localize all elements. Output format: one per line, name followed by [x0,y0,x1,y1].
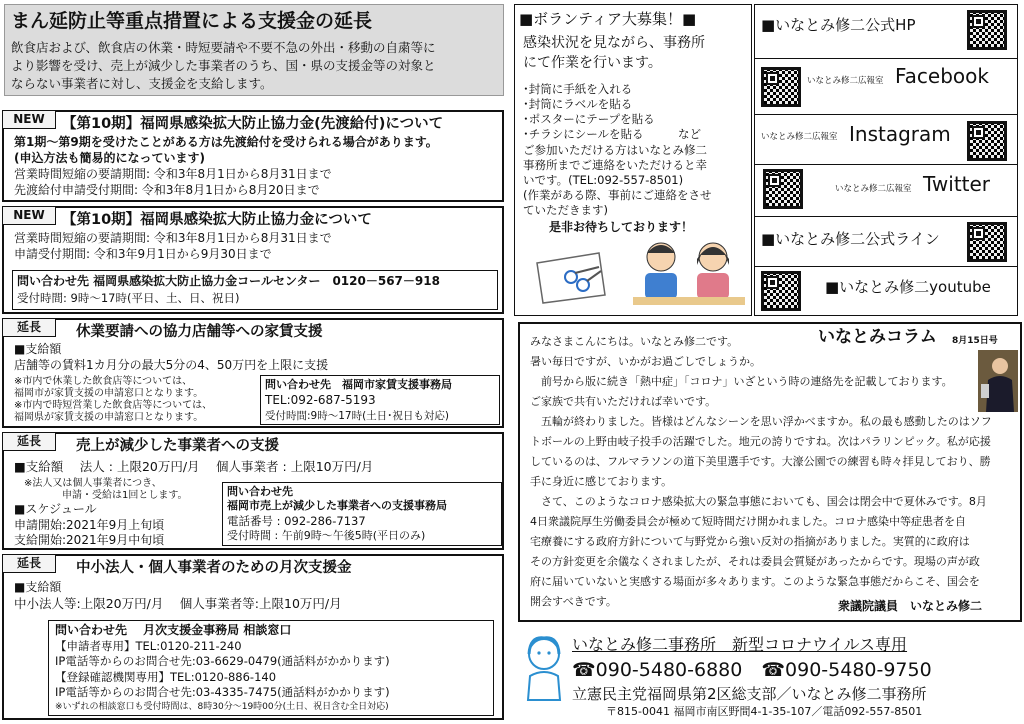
contact-box [48,620,494,716]
qr-code-icon [761,67,801,107]
section-line: 支給開始:2021年9月中旬頃 [14,533,165,547]
header-title: まん延防止等重点措置による支援金の延長 [11,10,373,32]
office-address: 〒815-0041 福岡市南区野間4-1-35-107／電話092-557-8501 [606,705,923,718]
column-signature: 衆議院議員 いなとみ修二 [838,599,983,613]
column-paragraph: 府に届いていないと実感する場面が多々あります。このような緊急事態だからこそ、国会を [530,575,980,588]
scissors-illustration [529,243,613,309]
sns-panel [754,4,1018,316]
volunteers-illustration [633,235,745,311]
column-paragraph: 宅療養にする政府方針について与野党から強い反対の指摘がありました。実質的に政府は [530,535,970,548]
section-line: 営業時間短縮の要請期間: 令和3年8月1日から8月31日まで [14,231,332,245]
section-title: 中小法人・個人事業者のための月次支援金 [76,560,352,576]
qr-code-icon [967,121,1007,161]
section-line: ■スケジュール [14,502,97,516]
contact-box [12,270,498,310]
qr-code-icon [967,222,1007,262]
contact-line: 問い合わせ先 福岡県感染拡大防止協力金コールセンター 0120－567－918 [17,274,440,288]
column-paragraph: ご家族で共有いただければ幸いです。 [530,395,717,408]
sns-row-instagram[interactable] [755,115,1017,165]
section-monthly-support [2,554,504,720]
column-paragraph: 五輪が終わりました。皆様はどんなシーンを思い浮かべますか。私の最も感動したのはソフ [530,415,992,428]
section-line: 中小法人等:上限20万円/月 個人事業者等:上限10万円/月 [14,596,342,611]
contact-line: 受付時間 : 午前9時～午後5時(平日のみ) [227,529,426,542]
contact-line: 福岡市売上が減少した事業者への支援事務局 [227,499,447,512]
volunteer-body: ご参加いただける方はいなとみ修二 [523,143,707,157]
section-cooperation-fund [2,206,504,314]
column-paragraph: その方針変更を余儀なくされましたが、それは委員会質疑があったからです。現場の声が政 [530,555,980,568]
note-line: 福岡市が家賃支援の申請窓口となります。 [14,388,204,399]
header-line-2: より影響を受け、売上が減少した事業者のうち、国・県の支援金等の対象と [11,58,436,73]
sns-row-youtube[interactable] [755,267,1017,315]
office-phones: ☎090-5480-6880 ☎090-5480-9750 [572,659,932,681]
section-title: 【第10期】福岡県感染拡大防止協力金(先渡給付)について [62,116,444,132]
section-line: 申請開始:2021年9月上旬頃 [14,518,165,532]
column-paragraph: 手に身近に感じております。 [530,475,673,488]
header-line-3: ならない事業者に対し、支援金を支給します。 [11,76,273,91]
volunteer-item: ･チラシにシールを貼る など [523,127,702,141]
sns-label: Twitter [923,172,991,196]
volunteer-title: ■ボランティア大募集！■ [519,10,697,28]
column-paragraph: 前号から版に続き「熱中症」「コロナ」いざという時の連絡先を記載しております。 [530,375,953,388]
sns-row-hp[interactable] [755,5,1017,59]
note-line: ※市内で時短営業した飲食店等については、 [14,400,213,411]
note-line: 福岡県が家賃支援の申請窓口となります。 [14,412,204,423]
contact-line: 【登録確認機関専用】TEL:0120-886-140 [55,670,277,684]
section-title: 休業要請への協力店舗等への家賃支援 [76,324,323,340]
contact-line: 問い合わせ先 福岡市家賃支援事務局 [265,378,452,391]
extension-badge: 延長 [2,318,56,337]
author-photo [978,350,1018,412]
section-rent-support [2,318,504,428]
contact-line: ※いずれの相談窓口も受付時間は、8時30分～19時00分(土日、祝日含む全日対応) [55,702,389,712]
office-org: 立憲民主党福岡県第2区総支部／いなとみ修二事務所 [572,685,927,703]
sns-label: Facebook [895,64,989,88]
section-sales-decline [2,432,504,550]
sns-row-twitter[interactable] [755,165,1017,217]
column-paragraph: 開会すべきです。 [530,595,617,608]
sns-label: ■いなとみ修二公式ライン [761,230,940,248]
sns-row-line[interactable] [755,217,1017,267]
contact-line: 問い合わせ先 月次支援金事務局 相談窓口 [55,623,292,637]
sns-label: ■いなとみ修二youtube [825,278,991,296]
column-paragraph: 4日衆議院厚生労働委員会が極めて短時間だけ開かれました。コロナ感染中等症患者を自 [530,515,966,528]
contact-line: IP電話等からのお問合せ先:03-6629-0479(通話料がかかります) [55,654,390,668]
contact-line: 問い合わせ先 [227,485,293,498]
qr-code-icon [967,10,1007,50]
contact-line: TEL:092-687-5193 [265,393,376,407]
header-line-1: 飲食店および、飲食店の休業・時短要請や不要不急の外出・移動の自粛等に [11,40,436,55]
contact-box [260,375,500,425]
contact-line: 受付時間: 9時～17時(平日、土、日、祝日) [17,291,240,305]
section-advance-payment [2,110,504,202]
note-line: 申請・受給は1回とします。 [62,490,188,501]
contact-box [222,482,502,546]
sns-small: いなとみ修二広報室 [835,184,912,194]
section-title: 売上が減少した事業者への支援 [76,438,279,454]
contact-line: 【申請者専用】TEL:0120-211-240 [55,639,242,653]
volunteer-line: にて作業を行います。 [523,55,662,71]
qr-code-icon [761,271,801,311]
volunteer-box [514,4,752,316]
volunteer-body: (作業がある際、事前にご連絡をさせ [523,188,712,202]
volunteer-line: 感染状況を見ながら、事務所 [523,35,705,51]
contact-line: 電話番号 : 092-286-7137 [227,514,366,528]
extension-badge: 延長 [2,554,56,573]
section-title: 【第10期】福岡県感染拡大防止協力金について [62,212,372,228]
volunteer-item: ･封筒に手紙を入れる [523,82,633,96]
qr-code-icon [763,169,803,209]
section-line: ■支給額 [14,580,62,594]
header-box [4,4,504,96]
volunteer-body: ていただきます) [523,203,608,217]
volunteer-closing: 是非お待ちしております！ [549,220,694,234]
column-paragraph: しているのは、フルマラソンの道下美里選手です。大濠公園での練習も時々拝見しており、勝 [530,455,991,468]
contact-line: IP電話等からのお問合せ先:03-4335-7475(通話料がかかります) [55,685,390,699]
column-paragraph: みなさまこんにちは。いなとみ修二です。 [530,335,739,348]
section-line: ■支給額 [14,342,62,356]
column-title: いなとみコラム [818,327,937,347]
sns-small: いなとみ修二広報室 [761,132,838,142]
section-line: 先渡給付申請受付期間: 令和3年8月1日から8月20日まで [14,183,320,197]
sns-label: Instagram [849,122,951,146]
note-line: ※市内で休業した飲食店等については、 [14,376,193,387]
sns-row-facebook[interactable] [755,59,1017,115]
section-line: 店舗等の賃料1カ月分の最大5分の4、50万円を上限に支援 [14,358,329,372]
column-paragraph: 暑い毎日ですが、いかがお過ごしでしょうか。 [530,355,761,368]
section-line: (申込方法も簡易的になっています) [14,151,205,165]
section-line: 申請受付期間: 令和3年9月1日から9月30日まで [14,247,272,261]
volunteer-body: いです。(TEL:092-557-8501) [523,173,684,187]
column-paragraph: さて、このようなコロナ感染拡大の緊急事態においても、国会は閉会中で夏休みです。8月 [530,495,987,508]
column-date: 8月15日号 [952,336,998,346]
column-box [518,322,1022,622]
contact-line: 受付時間:9時～17時(土日･祝日も対応) [265,410,450,422]
extension-badge: 延長 [2,432,56,451]
volunteer-body: 事務所までご連絡をいただけると幸 [523,158,707,172]
sns-small: いなとみ修二広報室 [807,76,884,86]
column-paragraph: トボールの上野由岐子投手の活躍でした。地元の誇りですね。次はパラリンピック。私が応援 [530,435,991,448]
note-line: ※法人又は個人事業者につき、 [24,478,162,489]
section-line: 第1期～第9期を受けたことがある方は先渡給付を受けられる場合があります。 [14,135,438,149]
section-line: 営業時間短縮の要請期間: 令和3年8月1日から8月31日まで [14,167,332,181]
new-badge: NEW [2,110,56,129]
phone-operator-icon [520,632,566,702]
volunteer-item: ･封筒にラベルを貼る [523,97,633,111]
new-badge: NEW [2,206,56,225]
volunteer-item: ･ポスターにテープを貼る [523,112,655,126]
office-title: いなとみ修二事務所 新型コロナウイルス専用 [572,635,908,654]
sns-label: ■いなとみ修二公式HP [761,16,916,34]
section-line: ■支給額 法人 : 上限20万円/月 個人事業者 : 上限10万円/月 [14,459,374,474]
